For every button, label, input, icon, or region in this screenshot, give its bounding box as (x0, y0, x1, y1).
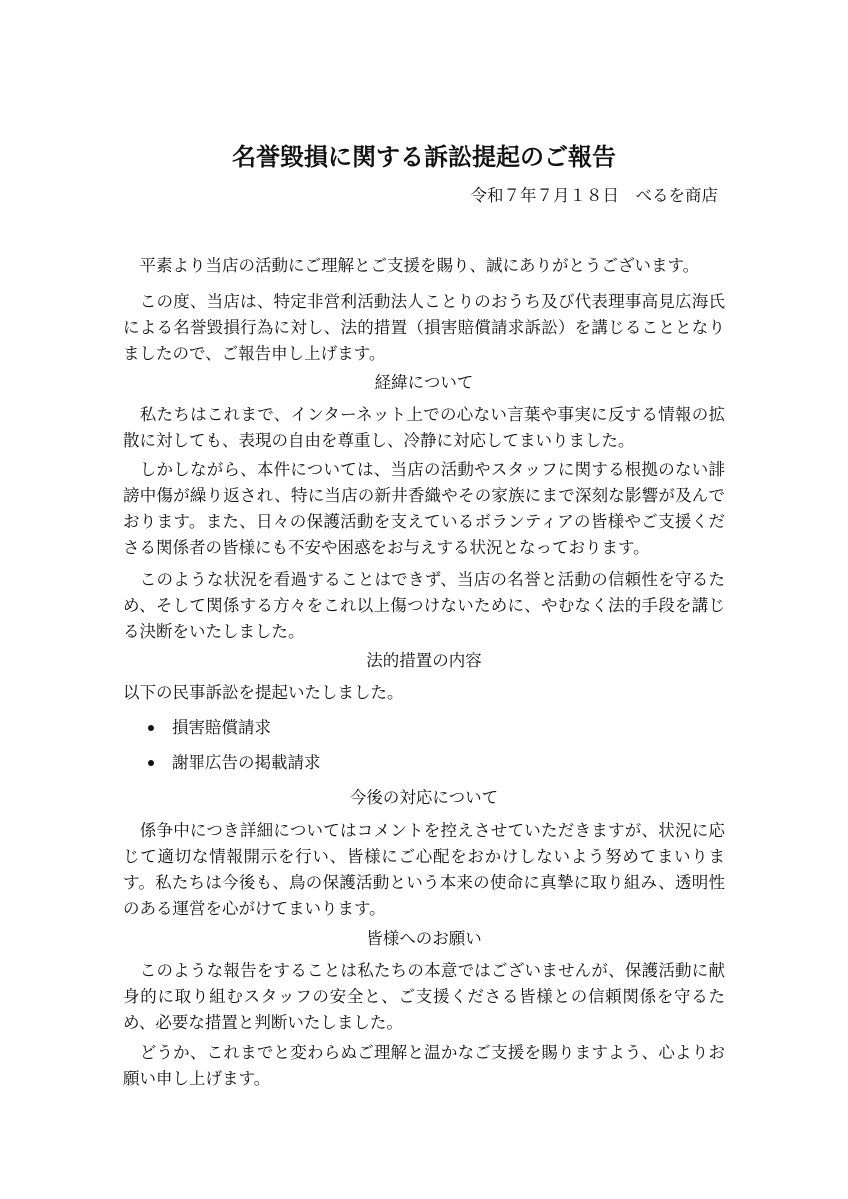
section-heading-future: 今後の対応について (349, 788, 499, 807)
bullet-icon (148, 760, 154, 766)
list-item-apology-ad: 謝罪広告の掲載請求 (172, 753, 321, 772)
section-heading-request: 皆様へのお願い (366, 929, 482, 948)
section-heading-legal-measures: 法的措置の内容 (366, 651, 482, 670)
paragraph-background-3: このような状況を看過することはできず、当店の名誉と活動の信頼性を守るため、そして関係する方々をこれ以上傷つけないために、やむなく法的手段を講じる決断をいたしました。 (123, 570, 725, 641)
paragraph-request-2: どうか、これまでと変わらぬご理解と温かなご支援を賜りますよう、心よりお願い申し上げます。 (123, 1043, 725, 1088)
list-item-damages: 損害賠償請求 (172, 718, 271, 737)
paragraph-future: 係争中につき詳細についてはコメントを控えさせていただきますが、状況に応じて適切な情報開示を行い、皆様にご心配をおかけしないよう努めてまいります。私たちは今後も、鳥の保護活動という本来の使命に真摯に取り組み、透明性のある運営を心がけてまいります。 (123, 821, 725, 918)
page-title: 名誉毀損に関する訴訟提起のご報告 (232, 143, 616, 171)
paragraph-request-1: このような報告をすることは私たちの本意ではございませんが、保護活動に献身的に取り組むスタッフの安全と、ご支援くださる皆様との信頼関係を守るため、必要な措置と判断いたしました。 (123, 961, 725, 1032)
paragraph-background-2: しかしながら、本件については、当店の活動やスタッフに関する根拠のない誹謗中傷が繰り返され、特に当店の新井香織やその家族にまで深刻な影響が及んでおります。また、日々の保護活動を支えているボランティアの皆様やご支援くださる関係者の皆様にも不安や困惑をお与えする状況となっております。 (123, 460, 725, 557)
paragraph-background-1: 私たちはこれまで、インターネット上での心ない言葉や事実に反する情報の拡散に対しても、表現の自由を尊重し、冷静に対応してまいりました。 (123, 405, 725, 450)
bullet-icon (148, 725, 154, 731)
paragraph-greeting: 平素より当店の活動にご理解とご支援を賜り、誠にありがとうございます。 (123, 256, 700, 275)
date-line: 令和７年７月１８日 べるを商店 (470, 186, 718, 205)
paragraph-announcement: この度、当店は、特定非営利活動法人ことりのおうち及び代表理事高見広海氏による名誉毀損行為に対し、法的措置（損害賠償請求訴訟）を講じることとなりましたので、ご報告申し上げます。 (123, 292, 726, 363)
section-heading-background: 経緯について (374, 373, 474, 392)
legal-measures-intro: 以下の民事訴訟を提起いたしました。 (123, 683, 404, 702)
